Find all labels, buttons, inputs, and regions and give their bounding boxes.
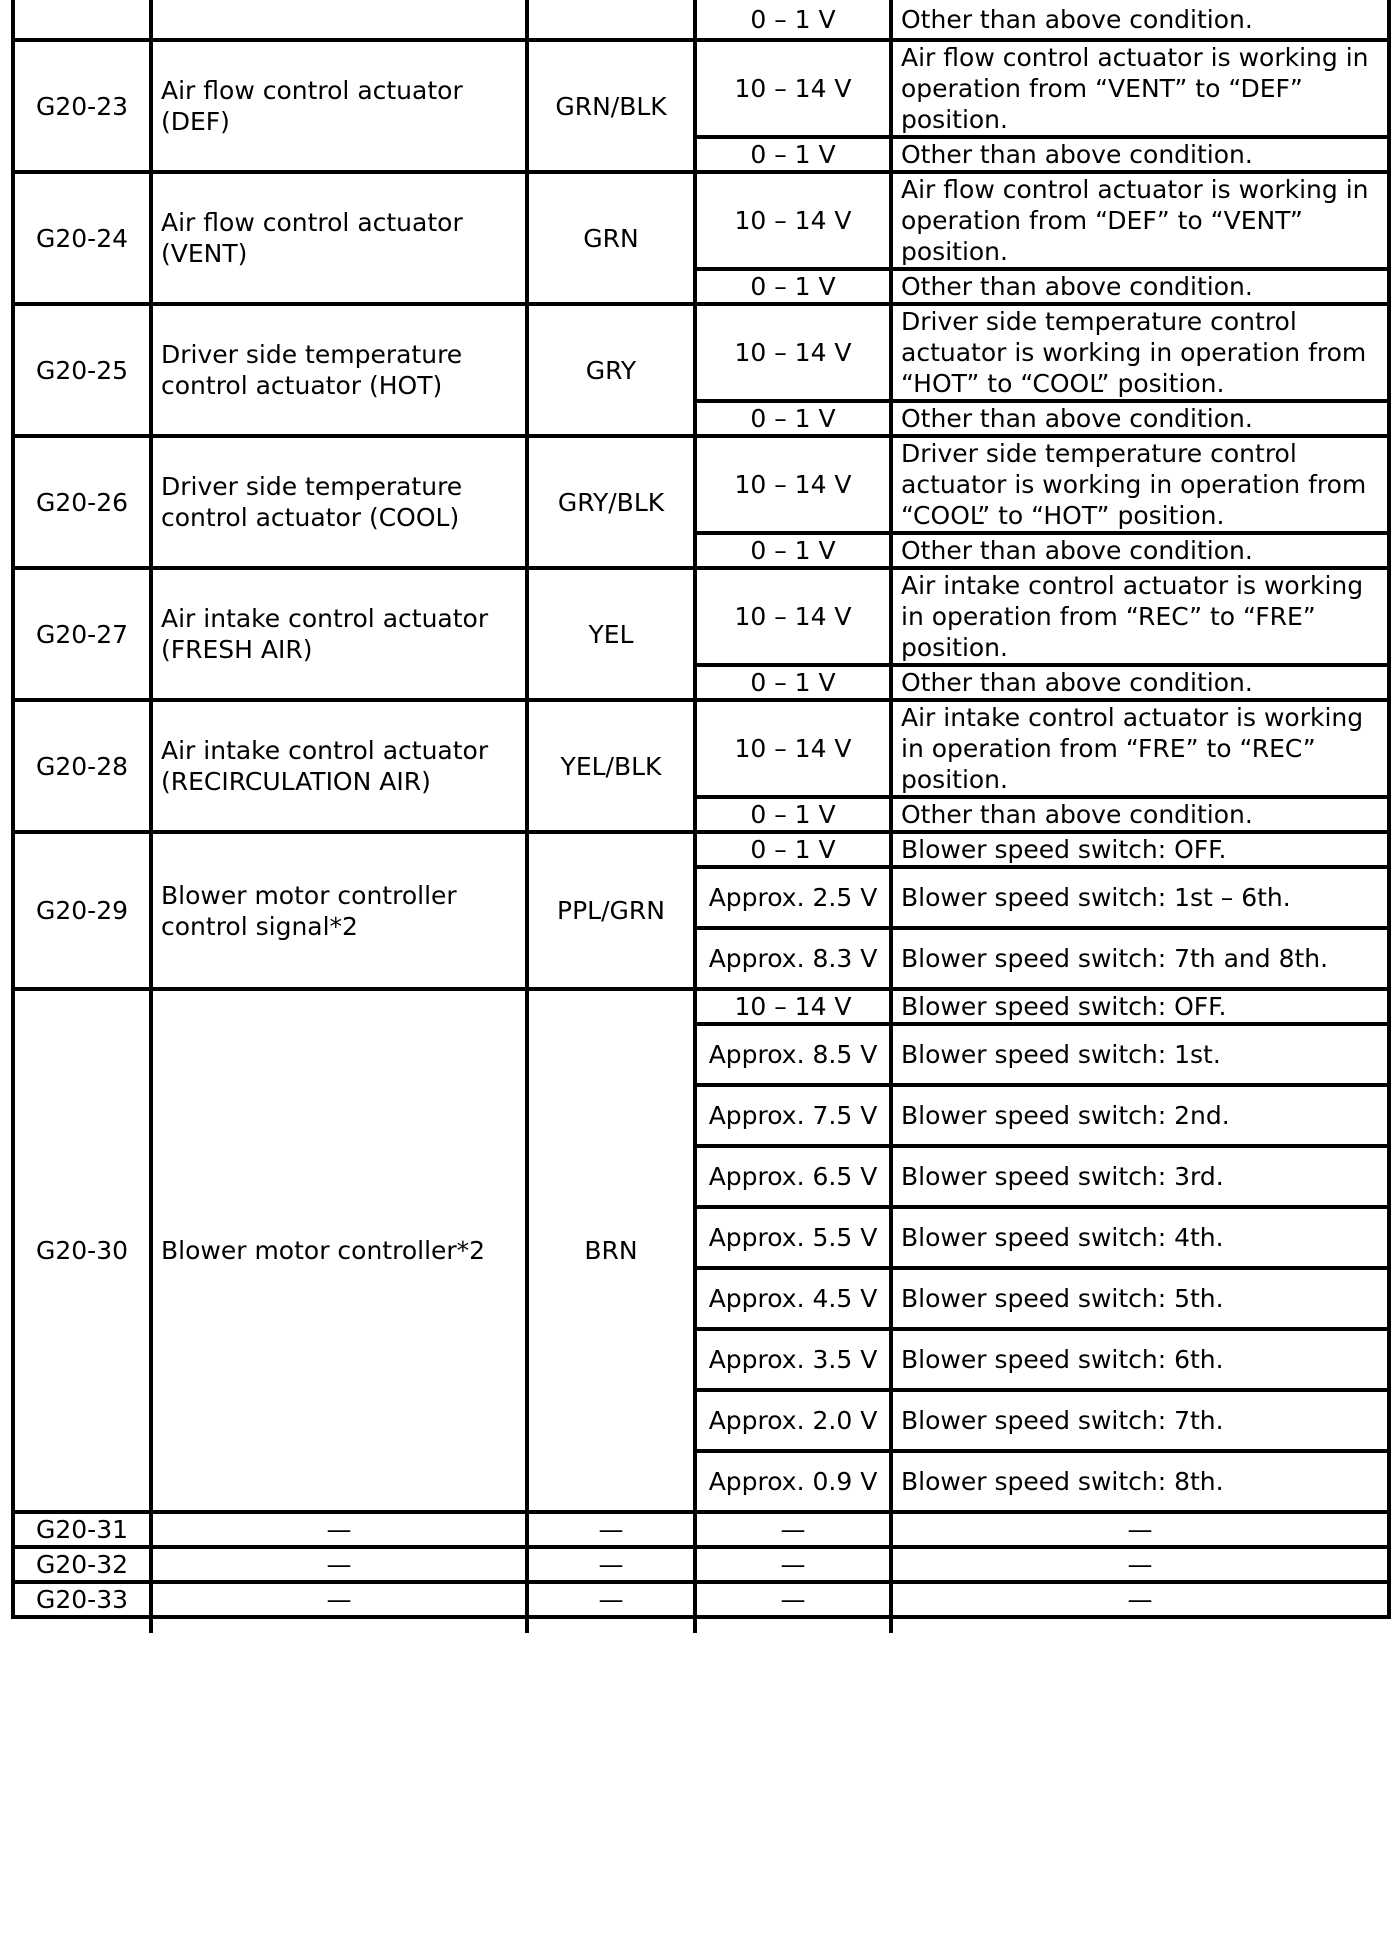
description-cell: —	[151, 1512, 527, 1547]
condition-cell: Other than above condition.	[891, 269, 1389, 304]
column-divider-tick	[889, 1619, 893, 1633]
voltage-value-cell: 10 – 14 V	[695, 172, 891, 269]
voltage-value-cell: Approx. 8.3 V	[695, 928, 891, 989]
table-row	[13, 0, 1389, 40]
column-divider-tick	[525, 1619, 529, 1633]
voltage-value-cell: Approx. 0.9 V	[695, 1451, 891, 1512]
voltage-value-cell: 10 – 14 V	[695, 436, 891, 533]
voltage-value-cell: Approx. 4.5 V	[695, 1268, 891, 1329]
terminal-cell: G20-33	[13, 1582, 151, 1617]
description-cell: —	[151, 1582, 527, 1617]
voltage-value-cell: 10 – 14 V	[695, 40, 891, 137]
voltage-value-cell: 0 – 1 V	[695, 533, 891, 568]
voltage-value-cell: Approx. 3.5 V	[695, 1329, 891, 1390]
terminal-cell: G20-27	[13, 568, 151, 700]
condition-cell: Air intake control actuator is working in operation from “FRE” to “REC” position.	[891, 700, 1389, 797]
table-body	[13, 0, 1389, 1617]
table-row	[13, 40, 1389, 137]
description-cell: Driver side temperature control actuator (HOT)	[151, 304, 527, 436]
condition-cell: Other than above condition.	[891, 533, 1389, 568]
condition-cell: Blower speed switch: 8th.	[891, 1451, 1389, 1512]
wire-color-cell: GRN	[527, 172, 695, 304]
condition-cell: Blower speed switch: 3rd.	[891, 1146, 1389, 1207]
condition-cell: —	[891, 1547, 1389, 1582]
table-continuation-marks	[11, 1619, 1387, 1633]
terminal-cell: G20-23	[13, 40, 151, 172]
description-cell: Driver side temperature control actuator (COOL)	[151, 436, 527, 568]
condition-cell: —	[891, 1582, 1389, 1617]
voltage-value-cell: 0 – 1 V	[695, 832, 891, 867]
terminal-cell: G20-24	[13, 172, 151, 304]
condition-cell: Air intake control actuator is working in operation from “REC” to “FRE” position.	[891, 568, 1389, 665]
terminal-cell: G20-26	[13, 436, 151, 568]
condition-cell: Driver side temperature control actuator is working in operation from “HOT” to “COOL” position.	[891, 304, 1389, 401]
terminal-spec-sheet	[11, 0, 1387, 1633]
table-row	[13, 436, 1389, 533]
condition-cell: Blower speed switch: 7th.	[891, 1390, 1389, 1451]
column-divider-tick	[149, 1619, 153, 1633]
condition-cell: Other than above condition.	[891, 665, 1389, 700]
condition-cell: Blower speed switch: 6th.	[891, 1329, 1389, 1390]
description-cell: Air intake control actuator (RECIRCULATION AIR)	[151, 700, 527, 832]
condition-cell: Blower speed switch: 7th and 8th.	[891, 928, 1389, 989]
table-row	[13, 989, 1389, 1024]
wire-color-cell: BRN	[527, 989, 695, 1512]
description-cell: Blower motor controller*2	[151, 989, 527, 1512]
voltage-value-cell: —	[695, 1582, 891, 1617]
voltage-value-cell: Approx. 6.5 V	[695, 1146, 891, 1207]
wire-color-cell: GRY	[527, 304, 695, 436]
voltage-value-cell: 0 – 1 V	[695, 137, 891, 172]
description-cell: Air intake control actuator (FRESH AIR)	[151, 568, 527, 700]
voltage-value-cell: Approx. 7.5 V	[695, 1085, 891, 1146]
wire-color-cell: —	[527, 1582, 695, 1617]
table-row	[13, 568, 1389, 665]
condition-cell: Other than above condition.	[891, 0, 1389, 40]
voltage-value-cell: —	[695, 1547, 891, 1582]
voltage-value-cell: 10 – 14 V	[695, 568, 891, 665]
terminal-cell	[13, 0, 151, 40]
wire-color-cell	[527, 0, 695, 40]
condition-cell: Air flow control actuator is working in operation from “VENT” to “DEF” position.	[891, 40, 1389, 137]
voltage-value-cell: Approx. 2.0 V	[695, 1390, 891, 1451]
condition-cell: Air flow control actuator is working in operation from “DEF” to “VENT” position.	[891, 172, 1389, 269]
description-cell: —	[151, 1547, 527, 1582]
table-row	[13, 304, 1389, 401]
voltage-value-cell: 10 – 14 V	[695, 700, 891, 797]
table-row	[13, 832, 1389, 867]
table-row	[13, 1512, 1389, 1547]
description-cell: Air flow control actuator (VENT)	[151, 172, 527, 304]
voltage-value-cell: 0 – 1 V	[695, 401, 891, 436]
table-row	[13, 700, 1389, 797]
wire-color-cell: YEL/BLK	[527, 700, 695, 832]
condition-cell: Other than above condition.	[891, 797, 1389, 832]
wire-color-cell: —	[527, 1547, 695, 1582]
voltage-value-cell: 0 – 1 V	[695, 269, 891, 304]
wire-color-cell: PPL/GRN	[527, 832, 695, 989]
voltage-value-cell: 10 – 14 V	[695, 989, 891, 1024]
condition-cell: Blower speed switch: 5th.	[891, 1268, 1389, 1329]
terminal-cell: G20-30	[13, 989, 151, 1512]
description-cell: Air flow control actuator (DEF)	[151, 40, 527, 172]
terminal-cell: G20-32	[13, 1547, 151, 1582]
terminal-cell: G20-31	[13, 1512, 151, 1547]
condition-cell: Other than above condition.	[891, 137, 1389, 172]
condition-cell: Blower speed switch: 2nd.	[891, 1085, 1389, 1146]
wire-color-cell: GRN/BLK	[527, 40, 695, 172]
column-divider-tick	[693, 1619, 697, 1633]
condition-cell: Blower speed switch: 4th.	[891, 1207, 1389, 1268]
voltage-value-cell: 10 – 14 V	[695, 304, 891, 401]
table-row	[13, 1547, 1389, 1582]
condition-cell: —	[891, 1512, 1389, 1547]
condition-cell: Blower speed switch: 1st – 6th.	[891, 867, 1389, 928]
terminal-cell: G20-25	[13, 304, 151, 436]
condition-cell: Blower speed switch: OFF.	[891, 989, 1389, 1024]
voltage-value-cell: Approx. 5.5 V	[695, 1207, 891, 1268]
voltage-value-cell: 0 – 1 V	[695, 797, 891, 832]
description-cell	[151, 0, 527, 40]
voltage-value-cell: Approx. 8.5 V	[695, 1024, 891, 1085]
condition-cell: Blower speed switch: OFF.	[891, 832, 1389, 867]
table-row	[13, 1582, 1389, 1617]
table-row	[13, 172, 1389, 269]
terminal-cell: G20-28	[13, 700, 151, 832]
terminal-cell: G20-29	[13, 832, 151, 989]
condition-cell: Other than above condition.	[891, 401, 1389, 436]
wire-color-cell: YEL	[527, 568, 695, 700]
voltage-value-cell: 0 – 1 V	[695, 0, 891, 40]
condition-cell: Blower speed switch: 1st.	[891, 1024, 1389, 1085]
voltage-value-cell: Approx. 2.5 V	[695, 867, 891, 928]
wire-color-cell: GRY/BLK	[527, 436, 695, 568]
wire-color-cell: —	[527, 1512, 695, 1547]
condition-cell: Driver side temperature control actuator is working in operation from “COOL” to “HOT” position.	[891, 436, 1389, 533]
voltage-value-cell: 0 – 1 V	[695, 665, 891, 700]
terminal-voltage-table	[11, 0, 1391, 1619]
description-cell: Blower motor controller control signal*2	[151, 832, 527, 989]
voltage-value-cell: —	[695, 1512, 891, 1547]
